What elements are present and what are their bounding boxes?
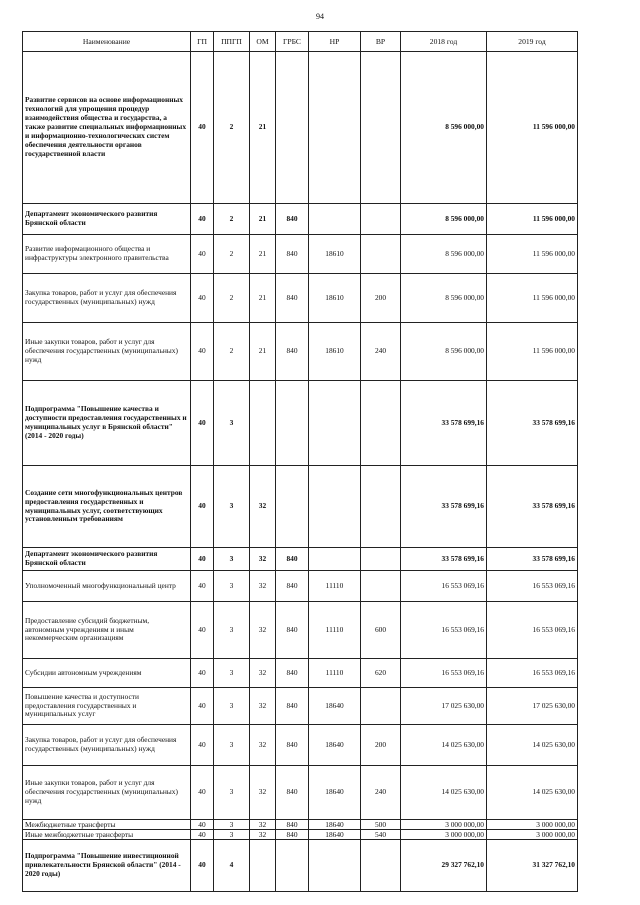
cell-y2018: 33 578 699,16 <box>401 466 487 548</box>
table-row <box>23 52 578 204</box>
cell-nr <box>309 52 361 204</box>
cell-grbs: 840 <box>276 235 309 274</box>
cell-y2018: 29 327 762,10 <box>401 840 487 892</box>
cell-y2019: 3 000 000,00 <box>487 830 578 840</box>
cell-vr: 500 <box>361 820 401 830</box>
table-row <box>23 602 578 659</box>
cell-om: 32 <box>250 548 276 571</box>
cell-vr: 600 <box>361 602 401 659</box>
cell-name: Иные межбюджетные трансферты <box>23 830 191 840</box>
cell-gp: 40 <box>191 725 214 766</box>
cell-y2019: 11 596 000,00 <box>487 204 578 235</box>
cell-om: 32 <box>250 820 276 830</box>
cell-vr <box>361 571 401 602</box>
cell-ppgp: 2 <box>214 323 250 381</box>
cell-gp: 40 <box>191 602 214 659</box>
cell-gp: 40 <box>191 688 214 725</box>
table-row <box>23 204 578 235</box>
cell-name: Иные закупки товаров, работ и услуг для обеспечения государственных (муниципальных) нужд <box>23 766 191 820</box>
cell-om <box>250 381 276 466</box>
cell-y2019: 11 596 000,00 <box>487 274 578 323</box>
cell-y2019: 16 553 069,16 <box>487 659 578 688</box>
cell-grbs <box>276 381 309 466</box>
table-row <box>23 274 578 323</box>
cell-y2018: 3 000 000,00 <box>401 830 487 840</box>
cell-y2019: 11 596 000,00 <box>487 52 578 204</box>
col-header-gp: ГП <box>191 32 214 52</box>
cell-vr: 540 <box>361 830 401 840</box>
cell-om: 32 <box>250 659 276 688</box>
cell-y2019: 33 578 699,16 <box>487 548 578 571</box>
cell-y2019: 14 025 630,00 <box>487 725 578 766</box>
cell-om: 32 <box>250 688 276 725</box>
cell-ppgp: 3 <box>214 830 250 840</box>
cell-y2019: 16 553 069,16 <box>487 571 578 602</box>
cell-ppgp: 4 <box>214 840 250 892</box>
cell-vr <box>361 381 401 466</box>
cell-om <box>250 840 276 892</box>
cell-vr: 200 <box>361 274 401 323</box>
cell-nr: 18640 <box>309 688 361 725</box>
cell-y2018: 17 025 630,00 <box>401 688 487 725</box>
cell-om: 32 <box>250 602 276 659</box>
cell-y2019: 11 596 000,00 <box>487 235 578 274</box>
cell-y2018: 8 596 000,00 <box>401 274 487 323</box>
cell-gp: 40 <box>191 820 214 830</box>
cell-grbs <box>276 840 309 892</box>
cell-nr <box>309 466 361 548</box>
cell-nr: 11110 <box>309 571 361 602</box>
cell-ppgp: 3 <box>214 466 250 548</box>
table-row <box>23 466 578 548</box>
cell-om: 32 <box>250 830 276 840</box>
cell-gp: 40 <box>191 840 214 892</box>
cell-om: 21 <box>250 235 276 274</box>
cell-gp: 40 <box>191 52 214 204</box>
cell-gp: 40 <box>191 323 214 381</box>
cell-ppgp: 3 <box>214 820 250 830</box>
cell-vr <box>361 688 401 725</box>
cell-om: 21 <box>250 274 276 323</box>
col-header-vr: ВР <box>361 32 401 52</box>
cell-vr <box>361 204 401 235</box>
cell-om: 32 <box>250 466 276 548</box>
cell-om: 21 <box>250 204 276 235</box>
table-row <box>23 548 578 571</box>
table-row <box>23 659 578 688</box>
cell-vr: 240 <box>361 766 401 820</box>
cell-ppgp: 2 <box>214 235 250 274</box>
table-row <box>23 688 578 725</box>
cell-grbs: 840 <box>276 204 309 235</box>
cell-y2019: 33 578 699,16 <box>487 466 578 548</box>
cell-om: 32 <box>250 766 276 820</box>
cell-nr: 18640 <box>309 830 361 840</box>
cell-gp: 40 <box>191 659 214 688</box>
cell-nr: 18610 <box>309 323 361 381</box>
cell-ppgp: 3 <box>214 381 250 466</box>
table-row <box>23 830 578 840</box>
cell-om: 21 <box>250 52 276 204</box>
cell-gp: 40 <box>191 274 214 323</box>
cell-y2018: 33 578 699,16 <box>401 381 487 466</box>
cell-grbs: 840 <box>276 725 309 766</box>
cell-nr: 18640 <box>309 820 361 830</box>
cell-nr: 18640 <box>309 766 361 820</box>
cell-ppgp: 3 <box>214 571 250 602</box>
cell-nr <box>309 548 361 571</box>
cell-name: Уполномоченный многофункциональный центр <box>23 571 191 602</box>
cell-vr: 240 <box>361 323 401 381</box>
table-row <box>23 323 578 381</box>
cell-nr: 18610 <box>309 235 361 274</box>
cell-y2018: 33 578 699,16 <box>401 548 487 571</box>
table-row <box>23 571 578 602</box>
cell-vr <box>361 52 401 204</box>
cell-name: Развитие сервисов на основе информационных технологий для упрощения процедур взаимодействия общества и государства, а также развитие специальных информационных и информационно-технологических систем обеспечения деятельности органов государственной власти <box>23 52 191 204</box>
cell-gp: 40 <box>191 766 214 820</box>
cell-vr <box>361 548 401 571</box>
cell-ppgp: 2 <box>214 274 250 323</box>
cell-y2018: 16 553 069,16 <box>401 571 487 602</box>
cell-om: 32 <box>250 725 276 766</box>
cell-y2018: 8 596 000,00 <box>401 204 487 235</box>
cell-gp: 40 <box>191 571 214 602</box>
cell-ppgp: 2 <box>214 52 250 204</box>
cell-y2018: 3 000 000,00 <box>401 820 487 830</box>
cell-name: Создание сети многофункциональных центров предоставления государственных и муниципальных услуг, соответствующих установленным требованиям <box>23 466 191 548</box>
cell-nr: 18610 <box>309 274 361 323</box>
cell-vr: 620 <box>361 659 401 688</box>
table-row <box>23 820 578 830</box>
cell-gp: 40 <box>191 235 214 274</box>
cell-y2018: 16 553 069,16 <box>401 659 487 688</box>
table-row <box>23 235 578 274</box>
cell-y2018: 14 025 630,00 <box>401 725 487 766</box>
cell-name: Иные закупки товаров, работ и услуг для обеспечения государственных (муниципальных) нужд <box>23 323 191 381</box>
cell-y2018: 8 596 000,00 <box>401 323 487 381</box>
cell-gp: 40 <box>191 548 214 571</box>
col-header-2019: 2019 год <box>487 32 578 52</box>
cell-ppgp: 3 <box>214 688 250 725</box>
cell-name: Повышение качества и доступности предоставления государственных и муниципальных услуг <box>23 688 191 725</box>
cell-om: 21 <box>250 323 276 381</box>
cell-nr: 11110 <box>309 659 361 688</box>
cell-name: Закупка товаров, работ и услуг для обеспечения государственных (муниципальных) нужд <box>23 725 191 766</box>
cell-grbs: 840 <box>276 659 309 688</box>
cell-name: Межбюджетные трансферты <box>23 820 191 830</box>
table-row <box>23 766 578 820</box>
cell-ppgp: 3 <box>214 766 250 820</box>
cell-grbs: 840 <box>276 602 309 659</box>
col-header-2018: 2018 год <box>401 32 487 52</box>
cell-vr: 200 <box>361 725 401 766</box>
cell-name: Субсидии автономным учреждениям <box>23 659 191 688</box>
col-header-ppgp: ППГП <box>214 32 250 52</box>
cell-nr: 11110 <box>309 602 361 659</box>
cell-y2018: 14 025 630,00 <box>401 766 487 820</box>
cell-vr <box>361 235 401 274</box>
table-row <box>23 725 578 766</box>
cell-name: Подпрограмма "Повышение качества и доступности предоставления государственных и муниципальных услуг в Брянской области" (2014 - 2020 годы) <box>23 381 191 466</box>
cell-vr <box>361 840 401 892</box>
table-row <box>23 840 578 892</box>
col-header-name: Наименование <box>23 32 191 52</box>
col-header-grbs: ГРБС <box>276 32 309 52</box>
cell-vr <box>361 466 401 548</box>
cell-y2018: 16 553 069,16 <box>401 602 487 659</box>
table-row <box>23 381 578 466</box>
cell-grbs: 840 <box>276 274 309 323</box>
page-number: 94 <box>316 12 324 21</box>
cell-grbs: 840 <box>276 766 309 820</box>
cell-ppgp: 3 <box>214 602 250 659</box>
cell-name: Департамент экономического развития Брянской области <box>23 204 191 235</box>
cell-grbs: 840 <box>276 688 309 725</box>
cell-name: Подпрограмма "Повышение инвестиционной привлекательности Брянской области" (2014 - 2020 годы) <box>23 840 191 892</box>
cell-y2019: 33 578 699,16 <box>487 381 578 466</box>
cell-grbs: 840 <box>276 548 309 571</box>
cell-y2019: 3 000 000,00 <box>487 820 578 830</box>
cell-y2019: 16 553 069,16 <box>487 602 578 659</box>
col-header-om: ОМ <box>250 32 276 52</box>
cell-ppgp: 3 <box>214 659 250 688</box>
cell-grbs <box>276 52 309 204</box>
cell-ppgp: 2 <box>214 204 250 235</box>
cell-gp: 40 <box>191 830 214 840</box>
cell-y2019: 14 025 630,00 <box>487 766 578 820</box>
header-row <box>23 32 578 52</box>
cell-grbs <box>276 466 309 548</box>
cell-y2018: 8 596 000,00 <box>401 235 487 274</box>
cell-ppgp: 3 <box>214 725 250 766</box>
cell-name: Закупка товаров, работ и услуг для обеспечения государственных (муниципальных) нужд <box>23 274 191 323</box>
cell-name: Развитие информационного общества и инфраструктуры электронного правительства <box>23 235 191 274</box>
cell-y2018: 8 596 000,00 <box>401 52 487 204</box>
cell-ppgp: 3 <box>214 548 250 571</box>
cell-nr <box>309 840 361 892</box>
cell-nr: 18640 <box>309 725 361 766</box>
cell-grbs: 840 <box>276 820 309 830</box>
budget-table <box>22 31 578 892</box>
col-header-nr: НР <box>309 32 361 52</box>
cell-grbs: 840 <box>276 830 309 840</box>
cell-y2019: 11 596 000,00 <box>487 323 578 381</box>
cell-y2019: 17 025 630,00 <box>487 688 578 725</box>
cell-nr <box>309 381 361 466</box>
cell-name: Департамент экономического развития Брянской области <box>23 548 191 571</box>
cell-gp: 40 <box>191 204 214 235</box>
cell-name: Предоставление субсидий бюджетным, автономным учреждениям и иным некоммерческим организациям <box>23 602 191 659</box>
cell-grbs: 840 <box>276 323 309 381</box>
cell-om: 32 <box>250 571 276 602</box>
cell-gp: 40 <box>191 466 214 548</box>
cell-gp: 40 <box>191 381 214 466</box>
cell-grbs: 840 <box>276 571 309 602</box>
cell-y2019: 31 327 762,10 <box>487 840 578 892</box>
cell-nr <box>309 204 361 235</box>
